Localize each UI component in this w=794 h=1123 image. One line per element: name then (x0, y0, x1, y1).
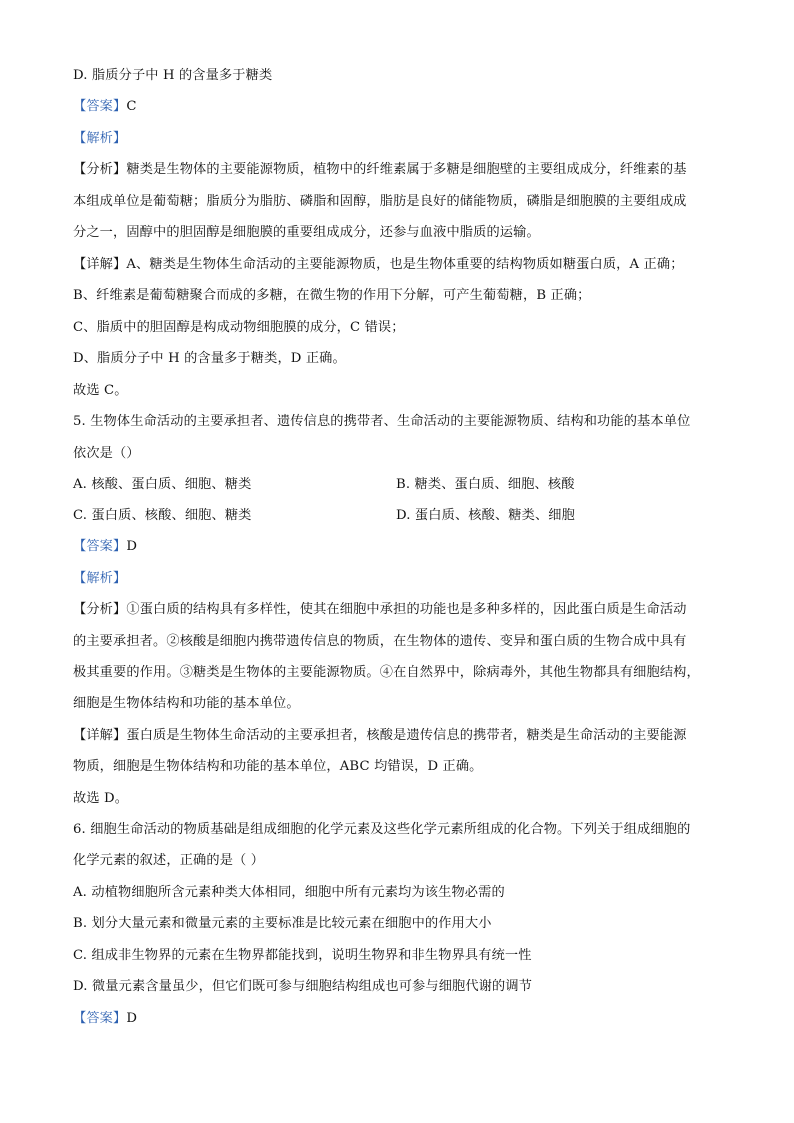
q5-option-c: C. 蛋白质、核酸、细胞、糖类 (73, 508, 252, 523)
q5-option-a: A. 核酸、蛋白质、细胞、糖类 (73, 477, 252, 492)
q5-xiangjie-line-2: 物质，细胞是生物体结构和功能的基本单位，ABC 均错误，D 正确。 (73, 759, 483, 774)
q5-analysis-title: 【解析】 (73, 571, 127, 586)
fenxi-tag: 【分析】 (73, 162, 127, 177)
q6-option-c: C. 组成非生物界的元素在生物界都能找到，说明生物界和非生物界具有统一性 (73, 948, 532, 963)
q5-conclusion: 故选 D。 (73, 791, 129, 806)
xiangjie-text: A、糖类是生物体生命活动的主要能源物质，也是生物体重要的结构物质如糖蛋白质，A 正确； (126, 257, 684, 272)
answer-tag: 【答案】 (73, 539, 127, 554)
answer-value: D (126, 539, 138, 554)
xiangjie-tag: 【详解】 (73, 257, 127, 272)
q5-fenxi-line-3: 极其重要的作用。③糖类是生物体的主要能源物质。④在自然界中，除病毒外，其他生物都具有细胞结构， (73, 665, 700, 680)
answer-tag: 【答案】 (73, 1011, 127, 1026)
fenxi-tag: 【分析】 (73, 602, 127, 617)
q4-fenxi-line-1 (73, 160, 733, 180)
q5-option-d: D. 蛋白质、核酸、糖类、细胞 (396, 508, 575, 523)
q5-stem-line-2: 依次是（） (73, 446, 140, 461)
q4-xiangjie-line-3: C、脂质中的胆固醇是构成动物细胞膜的成分，C 错误； (73, 320, 405, 335)
q6-option-d: D. 微量元素含量虽少，但它们既可参与细胞结构组成也可参与细胞代谢的调节 (73, 979, 533, 994)
q4-answer-line (73, 97, 733, 117)
q6-stem-line-2: 化学元素的叙述，正确的是（ ） (73, 853, 265, 868)
q5-fenxi-line-2: 的主要承担者。②核酸是细胞内携带遗传信息的物质，在生物体的遗传、变异和蛋白质的生物合成中具有 (73, 634, 687, 649)
q5-fenxi-line-1 (73, 600, 733, 620)
q5-stem-line-1: 5. 生物体生命活动的主要承担者、遗传信息的携带者、生命活动的主要能源物质、结构和功能的基本单位 (73, 414, 691, 429)
q6-answer-line (73, 1009, 733, 1029)
fenxi-text: ①蛋白质的结构具有多样性，使其在细胞中承担的功能也是多种多样的，因此蛋白质是生命活动 (126, 602, 687, 617)
answer-tag: 【答案】 (73, 99, 127, 114)
q4-xiangjie-line-2: B、纤维素是葡萄糖聚合而成的多糖，在微生物的作用下分解，可产生葡萄糖，B 正确； (73, 288, 591, 303)
prev-option-d: D. 脂质分子中 H 的含量多于糖类 (73, 68, 273, 83)
q6-stem-line-1: 6. 细胞生命活动的物质基础是组成细胞的化学元素及这些化学元素所组成的化合物。下列关于组成细胞的 (73, 822, 691, 837)
answer-value: C (126, 99, 137, 114)
q6-option-b: B. 划分大量元素和微量元素的主要标准是比较元素在细胞中的作用大小 (73, 916, 492, 931)
q4-analysis-title: 【解析】 (73, 131, 127, 146)
xiangjie-text: 蛋白质是生物体生命活动的主要承担者，核酸是遗传信息的携带者，糖类是生命活动的主要能源 (126, 728, 687, 743)
q5-options-row-1 (73, 475, 733, 495)
xiangjie-tag: 【详解】 (73, 728, 127, 743)
q4-fenxi-line-3: 分之一，固醇中的胆固醇是细胞膜的重要组成成分，还参与血液中脂质的运输。 (73, 225, 540, 240)
q5-answer-line (73, 537, 733, 557)
q4-fenxi-line-2: 本组成单位是葡萄糖；脂质分为脂肪、磷脂和固醇，脂肪是良好的储能物质，磷脂是细胞膜的主要组成成 (73, 194, 687, 209)
q5-options-row-2 (73, 506, 733, 526)
fenxi-text: 糖类是生物体的主要能源物质，植物中的纤维素属于多糖是细胞壁的主要组成成分，纤维素的基 (126, 162, 687, 177)
q6-option-a: A. 动植物细胞所含元素种类大体相同，细胞中所有元素均为该生物必需的 (73, 885, 505, 900)
answer-value: D (126, 1011, 138, 1026)
q4-conclusion: 故选 C。 (73, 383, 128, 398)
q5-xiangjie-line-1 (73, 726, 733, 746)
q5-fenxi-line-4: 细胞是生物体结构和功能的基本单位。 (73, 696, 300, 711)
q4-xiangjie-line-4: D、脂质分子中 H 的含量多于糖类，D 正确。 (73, 351, 346, 366)
q4-xiangjie-line-1 (73, 255, 733, 275)
q5-option-b: B. 糖类、蛋白质、细胞、核酸 (396, 477, 575, 492)
